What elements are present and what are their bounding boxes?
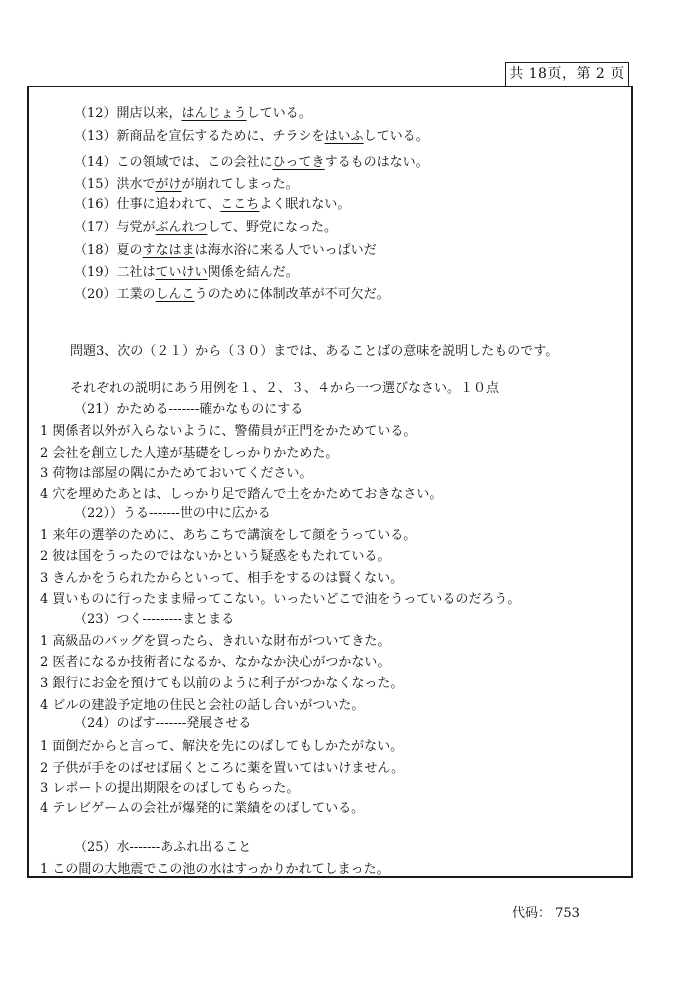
sentence-suffix: するものはない。 <box>324 155 429 170</box>
answer-option: 1 関係者以外が入らないように、警備員が正門をかためている。 <box>40 424 417 439</box>
answer-option: 3 荷物は部屋の隅にかためておいてください。 <box>40 466 313 481</box>
answer-option: 3 銀行にお金を預けても以前のように利子がつかなくなった。 <box>40 676 404 691</box>
vocab-sentence <box>74 286 390 304</box>
sentence-prefix: （15）洪水で <box>74 177 156 192</box>
exam-code: 代码： 753 <box>512 906 580 921</box>
answer-option: 2 会社を創立した人達が基礎をしっかりかためた。 <box>40 446 339 461</box>
sentence-prefix: （19）二社は <box>74 265 156 280</box>
answer-option: 2 彼は国をうったのではないかという疑惑をもたれている。 <box>40 549 391 564</box>
answer-option: 1 来年の選挙のために、あちこちで講演をして顔をうっている。 <box>40 528 417 543</box>
underlined-reading: ぶんれつ <box>155 220 208 235</box>
sentence-prefix: （12）開店以来， <box>74 106 182 121</box>
answer-option: 3 きんかをうられたからといって、相手をするのは賢くない。 <box>40 571 404 586</box>
sentence-prefix: （18）夏の <box>74 243 143 258</box>
sentence-suffix: 関係を結んだ。 <box>207 265 299 280</box>
vocab-sentence <box>74 105 312 123</box>
page-number-tag: 共 18页，第 2 页 <box>505 62 629 86</box>
sentence-suffix: している。 <box>246 106 312 121</box>
sentence-suffix: している。 <box>363 129 429 144</box>
answer-option: 2 子供が手をのばせば届くところに薬を置いてはいけません。 <box>40 761 405 776</box>
answer-option: 1 高級品のバッグを買ったら、きれいな財布がついてきた。 <box>40 634 391 649</box>
underlined-reading: がけ <box>155 177 182 192</box>
answer-option: 4 買いものに行ったまま帰ってこない。いったいどこで油をうっているのだろう。 <box>40 592 521 607</box>
vocab-sentence <box>74 219 337 237</box>
sentence-prefix: （17）与党が <box>74 220 156 235</box>
sentence-suffix: が崩れてしまった。 <box>181 177 299 192</box>
sentence-prefix: （20）工業の <box>74 287 156 302</box>
sentence-suffix: は海水浴に来る人でいっぱいだ <box>194 243 377 258</box>
vocab-sentence <box>74 176 299 194</box>
answer-option: 3 レポートの提出期限をのばしてもらった。 <box>40 781 300 796</box>
question-title: （21）かためる-------確かなものにする <box>74 402 304 417</box>
question-title: （22））うる-------世の中に広かる <box>74 506 271 521</box>
sentence-prefix: （14）この領域では、この会社に <box>74 155 273 170</box>
question-title: （24）のばす-------発展させる <box>74 716 252 731</box>
question-title: （23）つく---------まとまる <box>74 612 235 627</box>
underlined-reading: はいふ <box>324 129 364 144</box>
answer-option: 4 テレビゲームの会社が爆発的に業績をのばしている。 <box>40 801 365 816</box>
answer-option: 2 医者になるか技術者になるか、なかなか決心がつかない。 <box>40 655 391 670</box>
vocab-sentence <box>74 128 429 146</box>
underlined-reading: ていけい <box>155 265 208 280</box>
sentence-prefix: （16）仕事に追われて、 <box>74 197 221 212</box>
sentence-suffix: して、野党になった。 <box>207 220 338 235</box>
sentence-suffix: うのために体制改革が不可欠だ。 <box>194 287 390 302</box>
section3-instruction: それぞれの説明にあう用例を１、２、３、４から一つ選びなさい。１０点 <box>70 381 500 396</box>
underlined-reading: ここち <box>220 197 260 212</box>
vocab-sentence <box>74 242 377 260</box>
vocab-sentence <box>74 196 350 214</box>
sentence-suffix: よく眠れない。 <box>259 197 351 212</box>
underlined-reading: すなはま <box>142 243 195 258</box>
answer-option: 1 この間の大地震でこの池の水はすっかりかれてしまった。 <box>40 862 390 877</box>
sentence-prefix: （13）新商品を宣伝するために、チラシを <box>74 129 325 144</box>
answer-option: 4 穴を埋めたあとは、しっかり足で踏んで土をかためておきなさい。 <box>40 487 443 502</box>
section3-heading: 問題3、次の（２１）から（３０）までは、あることばの意味を説明したものです。 <box>70 344 559 359</box>
vocab-sentence <box>74 264 299 282</box>
answer-option: 4 ビルの建設予定地の住民と会社の話し合いがついた。 <box>40 698 365 713</box>
answer-option: 1 面倒だからと言って、解決を先にのばしてもしかたがない。 <box>40 739 404 754</box>
underlined-reading: はんじょう <box>181 106 247 121</box>
vocab-sentence <box>74 154 429 172</box>
underlined-reading: しんこ <box>155 287 195 302</box>
underlined-reading: ひってき <box>272 155 325 170</box>
question-title: （25）水-------あふれ出ること <box>74 840 252 855</box>
